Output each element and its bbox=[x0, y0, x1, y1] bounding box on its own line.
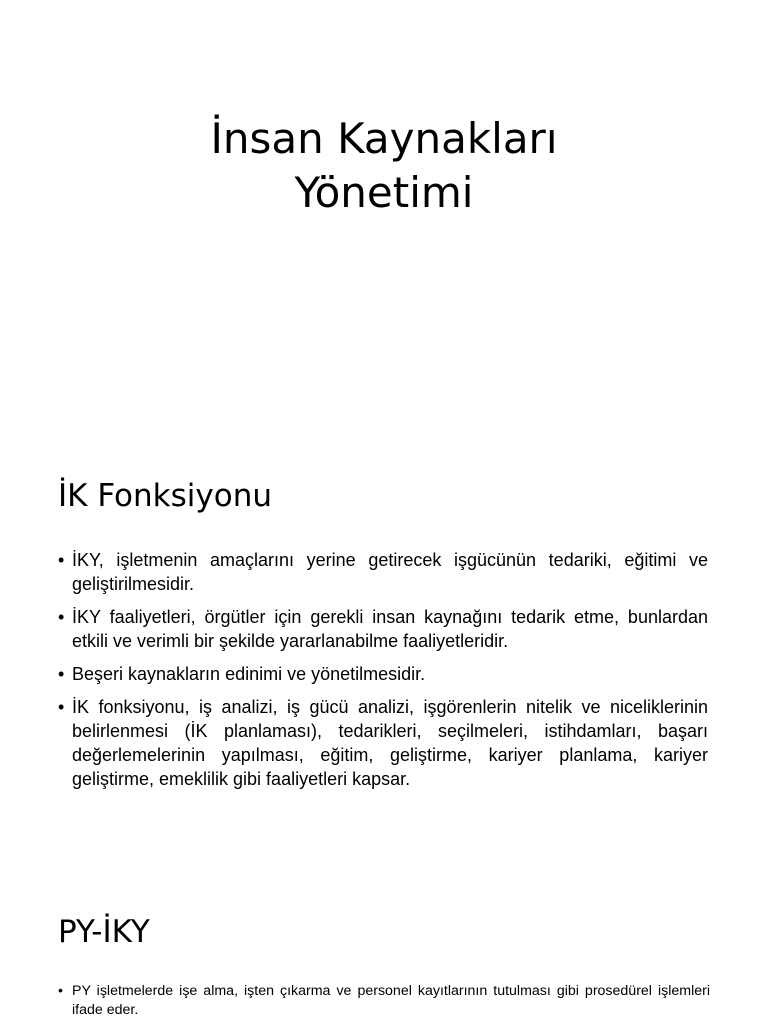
bullet-text: Beşeri kaynakların edinimi ve yönetilmesidir. bbox=[72, 664, 426, 684]
list-item bbox=[58, 695, 708, 791]
list-item bbox=[58, 982, 710, 1020]
slide-title: PY-İKY bbox=[58, 914, 150, 950]
presentation-title-line-2: Yönetimi bbox=[294, 168, 474, 217]
slide-title: İK Fonksiyonu bbox=[58, 478, 272, 514]
bullet-icon: • bbox=[58, 607, 65, 627]
bullet-text: İK fonksiyonu, iş analizi, iş gücü analizi, işgörenlerin nitelik ve niceliklerinin belirlenmesi (İK planlaması), tedarikleri, seçilmeleri, istihdamları, başarı değerlemelerinin yapılması, eğitim, geliştirme, kariyer planlama, kariyer geliştirme, emeklilik gibi faaliyetleri kapsar. bbox=[72, 697, 708, 789]
py-iky-slide bbox=[0, 880, 768, 1024]
title-slide bbox=[0, 0, 768, 440]
bullet-icon: • bbox=[58, 664, 65, 684]
bullet-text: İKY, işletmenin amaçlarını yerine getirecek işgücünün tedariki, eğitimi ve geliştirilmesidir. bbox=[72, 550, 708, 594]
list-item bbox=[58, 662, 708, 686]
bullet-list bbox=[58, 548, 708, 800]
bullet-text: PY işletmelerde işe alma, işten çıkarma ve personel kayıtlarının tutulması gibi prosedürel işlemleri ifade eder. bbox=[72, 983, 710, 1018]
bullet-list bbox=[58, 982, 710, 1020]
bullet-text: İKY faaliyetleri, örgütler için gerekli insan kaynağını tedarik etme, bunlardan etkili ve verimli bir şekilde yararlanabilme faaliyetleridir. bbox=[72, 607, 708, 651]
list-item bbox=[58, 548, 708, 596]
ik-fonksiyonu-slide bbox=[0, 440, 768, 880]
list-item bbox=[58, 605, 708, 653]
presentation-title bbox=[0, 112, 768, 220]
bullet-icon: • bbox=[58, 550, 65, 570]
presentation-title-line-1: İnsan Kaynakları bbox=[210, 114, 558, 163]
bullet-icon: • bbox=[58, 697, 65, 717]
bullet-icon: • bbox=[58, 983, 63, 999]
